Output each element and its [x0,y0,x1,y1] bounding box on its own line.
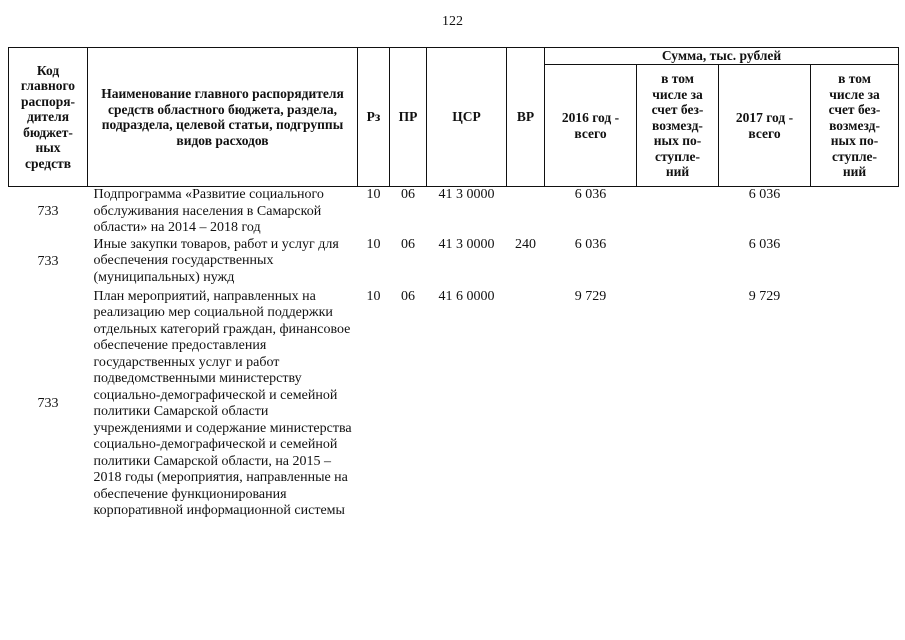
header-2016-total: 2016 год - всего [545,65,637,187]
row-rz: 10 [366,288,381,304]
row-2016-total: 6 036 [574,236,607,252]
header-rz: Рз [358,48,390,187]
row-name: Подпрограмма «Развитие социального обслуживания населения в Самарской области» на 2014 – 2018 год [93,187,324,235]
row-vr [507,187,545,237]
row-2016-free [637,237,719,289]
table-row [9,187,899,237]
row-2017-total: 6 036 [748,236,781,252]
header-code: Код главного распоря-дителя бюджет-ных средств [9,48,88,187]
header-2016-free: в том числе за счет без-возмезд-ных по-ступле-ний [637,65,719,187]
row-name: План мероприятий, направленных на реализацию мер социальной поддержки отдельных категорий граждан, финансовое обеспечение предоставления государственных услуг и работ подведомственными министерству социально-демографической и семейной политики Самарской области учреждениями и содержание министерства социально-демографической и семейной политики Самарской области, на 2015 – 2018 годы (мероприятия, направленные на обеспечение функционирования корпоративной информационной системы [93,288,352,518]
row-2016-free [637,187,719,237]
row-2016-free [637,289,719,520]
header-2017-total: 2017 год - всего [719,65,811,187]
table-row [9,237,899,289]
row-2017-free [811,289,899,520]
header-name: Наименование главного распорядителя средств областного бюджета, раздела, подраздела, целевой статьи, подгруппы видов расходов [88,48,358,187]
row-rz: 10 [366,236,381,252]
header-csr: ЦСР [427,48,507,187]
row-pr: 06 [401,288,415,304]
row-2016-total: 9 729 [574,288,607,304]
header-2017-free: в том числе за счет без-возмезд-ных по-ступле-ний [811,65,899,187]
row-pr: 06 [401,236,415,252]
budget-table [8,47,899,520]
row-code: 733 [37,203,59,219]
row-csr: 41 3 0000 [438,187,495,202]
row-name: Иные закупки товаров, работ и услуг для обеспечения государственных (муниципальных) нужд [93,236,339,285]
row-pr: 06 [401,187,415,202]
row-code: 733 [37,254,59,270]
header-pr: ПР [390,48,427,187]
header-vr: ВР [507,48,545,187]
header-sum-group: Сумма, тыс. рублей [545,48,899,65]
table-row [9,289,899,520]
row-csr: 41 6 0000 [438,288,495,304]
row-vr [507,289,545,520]
row-code: 733 [37,395,59,411]
row-rz: 10 [366,187,381,202]
page-number: 122 [442,14,463,29]
row-csr: 41 3 0000 [438,236,495,252]
row-2017-free [811,237,899,289]
row-2017-free [811,187,899,237]
row-2017-total: 6 036 [748,187,781,202]
row-2017-total: 9 729 [748,288,781,304]
row-2016-total: 6 036 [574,187,607,202]
row-vr: 240 [515,236,536,252]
